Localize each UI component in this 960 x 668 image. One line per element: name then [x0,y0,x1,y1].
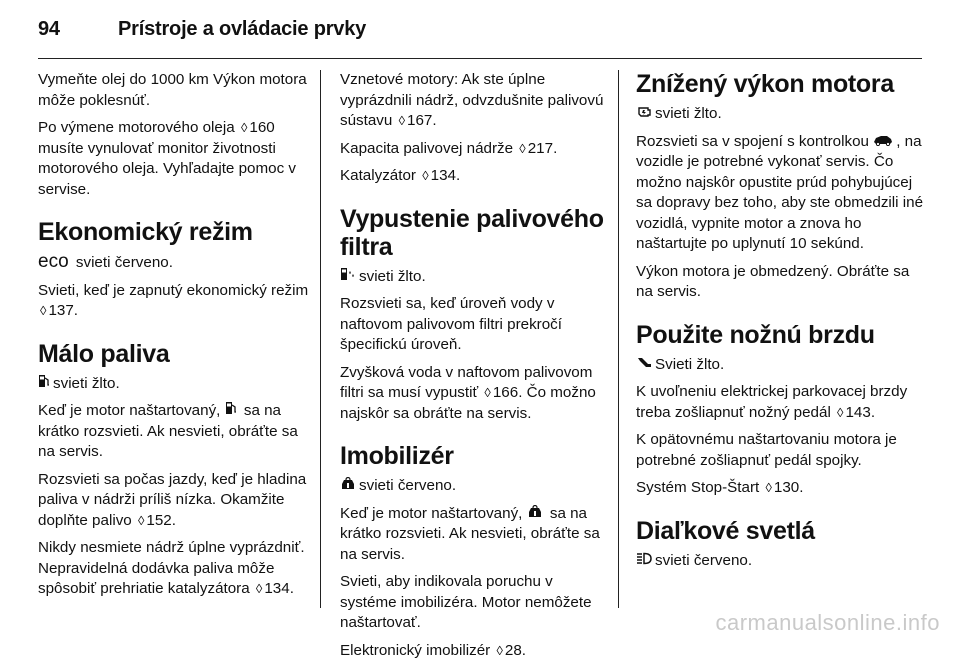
high-beam-icon [636,551,652,572]
column-divider [618,70,619,608]
page-ref-icon: ◊ [398,113,405,128]
status-line: Svieti žlto. [636,355,926,376]
foot-brake-icon [636,355,652,376]
paragraph: Systém Stop-Štart ◊ 130. [636,479,804,496]
eco-icon: eco [38,251,69,272]
paragraph: Katalyzátor ◊ 134. [340,167,461,184]
page-ref-icon: ◊ [255,581,263,596]
car-key-icon [340,476,356,497]
paragraph: K uvoľneniu elektrickej parkovacej brzdy treba zošliapnuť nožný pedál ◊ 143. [636,383,908,421]
page-ref-icon: ◊ [40,303,47,318]
fuel-pump-icon [225,401,237,422]
section-heading-high-beam: Diaľkové svetlá [636,516,815,545]
column-2 [340,70,608,668]
status-line: svieti červeno. [340,476,608,497]
paragraph: Po výmene motorového oleja ◊ 160 musíte vynulovať monitor životnosti motorového oleja. Vyhľadajte pomoc v servise. [38,119,296,198]
section-heading-eco: Ekonomický režim [38,218,253,246]
column-divider [320,70,321,608]
page-ref-icon: ◊ [519,140,526,156]
watermark: carmanualsonline.info [715,610,940,635]
status-line: svieti žlto. [340,267,608,288]
column-1 [38,70,316,607]
status-line: svieti žlto. [38,374,316,395]
section-heading-low-fuel: Málo paliva [38,339,170,368]
section-heading-foot-brake: Použite nožnú brzdu [636,320,875,349]
status-line: svieti červeno. [636,551,926,572]
paragraph: Keď je motor naštartovaný, sa na krátko rozsvieti. Ak nesvieti, obráťte sa na servis. [340,504,600,563]
page-ref-icon: ◊ [765,480,772,495]
page-number: 94 [38,18,60,40]
paragraph: Rozsvieti sa, keď úroveň vody v naftovom palivovom filtri prekročí špecifickú úroveň. [340,295,562,353]
service-car-icon [873,132,893,153]
section-heading-immobilizer: Imobilizér [340,442,454,470]
section-heading-fuel-filter: Vypustenie palivového filtra [340,204,604,261]
header-rule [38,58,922,59]
paragraph: Vymeňte olej do 1000 km Výkon motora môže poklesnúť. [38,71,307,109]
paragraph: Nikdy nesmiete nádrž úplne vyprázdniť. Nepravidelná dodávka paliva môže spôsobiť prehriatie katalyzátora ◊ 134. [38,539,305,597]
status-line: eco svieti červeno. [38,251,173,272]
page-header [38,18,366,48]
paragraph: Svieti, aby indikovala poruchu v systéme imobilizéra. Motor nemôžete naštartovať. [340,573,592,631]
paragraph: Elektronický imobilizér ◊ 28. [340,641,527,659]
page-ref-icon: ◊ [137,512,145,528]
car-key-icon [527,504,543,525]
page-ref-icon: ◊ [496,642,503,658]
page-ref-icon: ◊ [837,404,844,420]
fuel-pump-icon [38,374,50,395]
page-ref-icon: ◊ [422,168,429,183]
paragraph: Svieti, keď je zapnutý ekonomický režim ◊ 137. [38,281,309,319]
section-heading-reduced-power: Znížený výkon motora [636,70,894,98]
paragraph: Keď je motor naštartovaný, sa na krátko rozsvieti. Ak nesvieti, obráťte sa na servis. [38,402,298,460]
page-title: Prístroje a ovládacie prvky [118,18,367,40]
page-ref-icon: ◊ [240,120,248,135]
paragraph: Zvyšková voda v naftovom palivovom filtri sa musí vypustiť ◊ 166. Čo možno najskôr sa obráťte na servis. [340,363,596,422]
paragraph: Výkon motora je obmedzený. Obráťte sa na servis. [636,262,910,300]
page-ref-icon: ◊ [484,385,491,400]
column-3 [636,70,926,578]
paragraph: Vznetové motory: Ak ste úplne vyprázdnili nádrž, odvzdušnite palivovú sústavu ◊ 167. [340,71,604,129]
paragraph: K opätovnému naštartovaniu motora je potrebné zošliapnuť pedál spojky. [636,431,897,469]
paragraph: Rozsvieti sa v spojení s kontrolkou , na vozidle je potrebné vykonať servis. Čo možno najskôr opustite prúd pohybujúcej sa dopravy bez toho, aby ste obmedzili iné vozidlá, vypnite motor a znova ho naštartujte po uplynutí 10 sekúnd. [636,132,924,252]
paragraph: Rozsvieti sa počas jazdy, keď je hladina paliva v nádrži príliš nízka. Okamžite doplňte palivo ◊ 152. [38,470,307,529]
engine-power-icon [636,104,652,125]
fuel-filter-water-icon [340,267,356,288]
status-line: svieti žlto. [636,104,926,125]
paragraph: Kapacita palivovej nádrže ◊ 217. [340,139,558,157]
